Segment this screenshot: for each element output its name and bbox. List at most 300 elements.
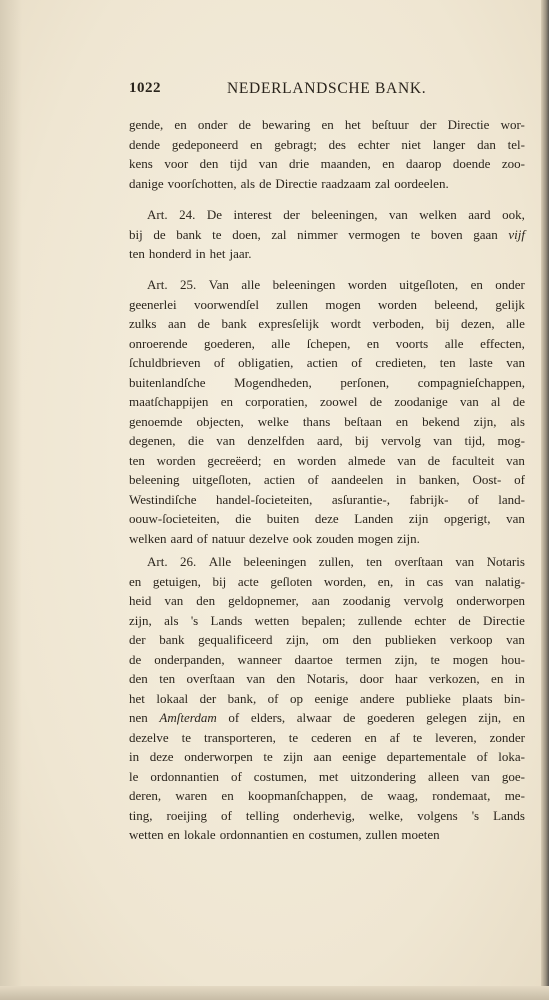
word: Notaris: [486, 554, 525, 569]
word: geſloten: [270, 573, 313, 589]
word: thans: [302, 413, 331, 429]
paragraph-continuation: [129, 115, 525, 193]
word: loka-: [498, 749, 525, 764]
word: niet: [401, 136, 421, 152]
word: en: [220, 394, 233, 409]
word: die: [187, 433, 204, 448]
word: voorwendſel: [193, 296, 259, 312]
text-line: [129, 806, 525, 826]
word: goederen,: [204, 335, 255, 351]
word: zoowel: [319, 394, 358, 409]
word: den: [276, 671, 296, 686]
text-line: [129, 225, 525, 245]
word: Mogendheden,: [234, 374, 312, 390]
word: mog-: [497, 433, 525, 448]
word: compagnieſchappen,: [417, 374, 525, 390]
word: en: [321, 117, 334, 132]
word: de: [343, 710, 356, 725]
word: daarop: [406, 156, 442, 171]
text-line: [129, 275, 525, 295]
word: te: [212, 226, 222, 242]
word: Directie: [275, 175, 318, 191]
word: des: [328, 136, 346, 152]
word: 26.: [180, 554, 197, 569]
text-line: [129, 174, 525, 194]
text-line: [129, 154, 525, 174]
word: zoodanige: [394, 394, 448, 409]
word: de: [238, 117, 251, 132]
word: actien: [306, 355, 338, 370]
word: jaar.: [229, 246, 252, 261]
word: de: [129, 651, 142, 667]
word: deze: [314, 511, 339, 526]
word: telling: [245, 807, 280, 823]
word: te: [263, 749, 273, 764]
word: publieken: [385, 632, 437, 647]
word: zal: [375, 175, 391, 191]
word: zoodanig: [342, 593, 391, 608]
word: en: [174, 117, 187, 132]
word: vervolg: [381, 433, 421, 448]
word: departementale: [386, 749, 467, 764]
word: maanden,: [320, 156, 371, 171]
word: ordonnantien: [219, 827, 289, 842]
word: beſtuur: [371, 117, 409, 132]
word: Alle: [208, 554, 232, 569]
word: doende: [452, 156, 491, 171]
page-header: [129, 80, 525, 102]
word: of: [351, 355, 363, 370]
word: den: [352, 632, 372, 647]
word: vervolg: [403, 593, 444, 608]
word: langer: [432, 136, 466, 152]
word: perſonen,: [340, 374, 390, 390]
paragraph-art-24: [129, 205, 525, 264]
word: bij: [129, 226, 143, 242]
word: aandeelen: [331, 472, 384, 487]
word: en: [292, 827, 305, 842]
word: in: [129, 749, 140, 764]
word: drie: [288, 156, 310, 171]
word: uitgeſloten,: [399, 277, 459, 292]
word: van: [454, 573, 474, 589]
word: gelegen: [426, 710, 467, 725]
word: heid: [129, 593, 152, 608]
word: van: [455, 554, 475, 569]
word: beleend,: [434, 296, 479, 312]
word: welken: [419, 207, 457, 222]
word: opgerigt,: [443, 511, 491, 526]
word: het: [344, 117, 361, 132]
word: nen: [129, 710, 148, 725]
text-line: [129, 669, 525, 689]
text-line: [129, 572, 525, 592]
word: boven: [430, 226, 463, 242]
word: wetten: [129, 827, 164, 842]
word: tijd,: [464, 433, 486, 448]
word: onderpanden,: [154, 651, 225, 667]
word: effecten,: [480, 335, 525, 351]
word: voorſchotten,: [167, 175, 237, 191]
word: deren,: [129, 788, 162, 803]
text-line: [129, 650, 525, 670]
word: dende: [129, 136, 161, 152]
word: bank: [159, 632, 185, 647]
word: 24.: [179, 207, 196, 222]
word: van: [471, 768, 490, 784]
word: vermogen: [348, 226, 401, 242]
text-line: [129, 353, 525, 373]
word: zullende: [357, 612, 403, 628]
word: kens: [129, 156, 153, 171]
word: worden: [347, 277, 387, 292]
word: Amſterdam: [159, 710, 217, 725]
text-line: [129, 509, 525, 529]
word: objecten,: [196, 413, 244, 429]
word: le: [129, 768, 139, 784]
word: tel-: [507, 136, 525, 152]
word: bij: [212, 573, 227, 589]
word: of: [476, 749, 488, 764]
word: me-: [504, 788, 525, 803]
word: geenerlei: [129, 296, 177, 312]
word: Directie: [483, 612, 525, 628]
word: genoemde: [129, 413, 183, 429]
word: costumen,: [253, 768, 307, 784]
word: zulks: [129, 316, 157, 331]
word: Notaris,: [306, 671, 349, 686]
word: dan: [477, 136, 496, 152]
text-line: [129, 431, 525, 451]
word: gecreëerd;: [207, 452, 262, 468]
word: als: [164, 612, 179, 628]
word: onder: [495, 277, 525, 292]
word: zullen: [276, 296, 309, 312]
word: van: [258, 156, 278, 171]
word: bank: [176, 226, 202, 242]
word: bij: [435, 316, 450, 331]
word: onderworpen: [184, 749, 253, 764]
word: beſtaan: [344, 413, 382, 429]
word: credieten,: [375, 355, 427, 370]
text-line: [129, 552, 525, 572]
word: en: [382, 156, 395, 171]
word: acte: [237, 573, 259, 589]
word: obligatien,: [238, 355, 294, 370]
word: alle: [271, 335, 291, 351]
word: natuur: [211, 530, 245, 546]
word: ten: [129, 452, 145, 468]
word: ten: [366, 554, 383, 569]
word: zijn,: [473, 413, 497, 429]
word: de: [512, 394, 525, 409]
word: publieke: [405, 690, 451, 706]
text-line: [129, 373, 525, 393]
word: wordt: [330, 316, 361, 331]
word: waag,: [387, 788, 419, 803]
word: voor: [164, 156, 189, 171]
word: gebragt;: [274, 136, 317, 152]
word: verkoop: [449, 632, 493, 647]
word: dezen,: [461, 316, 495, 331]
word: om: [322, 632, 340, 647]
word: honderd: [148, 246, 192, 261]
word: worden: [297, 452, 337, 468]
word: degenen,: [129, 433, 176, 448]
text-line: [129, 630, 525, 650]
text-line: [129, 529, 525, 549]
word: van: [506, 355, 525, 370]
word: cas: [426, 573, 444, 589]
word: zullen,: [318, 554, 354, 569]
word: en: [273, 452, 286, 468]
word: ook,: [502, 207, 525, 222]
word: en: [364, 729, 377, 745]
word: nimmer: [297, 226, 338, 242]
word: almede: [347, 452, 386, 468]
paragraph-art-26: [129, 552, 525, 845]
word: overſtaan: [394, 554, 443, 569]
word: land-: [498, 491, 525, 507]
word: faculteit: [451, 452, 495, 468]
word: De: [206, 207, 223, 222]
word: mogen: [357, 530, 394, 546]
word: lokale: [183, 827, 216, 842]
word: Art.: [147, 207, 168, 222]
word: en: [221, 788, 234, 803]
word: ſchepen,: [306, 335, 351, 351]
word: hou-: [501, 651, 525, 667]
word: volgens: [417, 807, 458, 823]
text-line: [129, 115, 525, 135]
word: ten: [159, 671, 176, 686]
word: oouw-ſocieteiten,: [129, 511, 220, 526]
word: interest: [233, 207, 272, 222]
word: af: [389, 729, 400, 745]
word: en: [167, 827, 180, 842]
word: der: [283, 207, 300, 222]
word: in: [195, 246, 206, 261]
word: van: [164, 593, 184, 608]
word: leveren,: [435, 729, 477, 745]
text-line: [129, 591, 525, 611]
word: de: [153, 226, 166, 242]
word: verkozen,: [428, 671, 480, 686]
text-line: [129, 689, 525, 709]
word: bij: [355, 433, 369, 448]
word: van: [216, 433, 236, 448]
page-edge: [541, 0, 549, 1000]
text-line: [129, 611, 525, 631]
word: zoo-: [501, 156, 525, 171]
word: zijn,: [129, 612, 152, 628]
word: 's: [471, 807, 480, 823]
word: het: [209, 246, 226, 261]
word: alwaar: [296, 710, 332, 725]
text-line: [129, 825, 525, 845]
word: als: [240, 175, 256, 191]
word: actien: [263, 472, 295, 487]
word: te: [410, 226, 421, 242]
word: en,: [377, 573, 394, 589]
word: en: [250, 136, 263, 152]
word: goederen: [366, 710, 415, 725]
word: de: [360, 788, 374, 803]
word: aan: [168, 316, 187, 331]
word: welke,: [368, 807, 404, 823]
word: aan: [313, 749, 332, 764]
word: uitgeſloten,: [192, 472, 252, 487]
word: en: [470, 277, 483, 292]
word: Oost-: [472, 472, 502, 487]
word: gedeponeerd: [171, 136, 239, 152]
word: van: [460, 394, 479, 409]
word: Art.: [147, 554, 168, 569]
word: als: [510, 413, 525, 429]
word: der: [199, 690, 217, 706]
word: danige: [129, 175, 164, 191]
word: vijf: [508, 226, 525, 242]
word: en: [395, 413, 409, 429]
word: gende,: [129, 117, 164, 132]
word: roeijing: [166, 807, 207, 823]
word: Landen: [354, 511, 394, 526]
word: beleeningen: [272, 277, 336, 292]
word: al: [491, 394, 501, 409]
word: costumen,: [308, 827, 362, 842]
word: dezelve: [248, 530, 289, 546]
word: 's: [190, 612, 199, 628]
word: alle: [241, 277, 261, 292]
word: wetten: [254, 612, 290, 628]
word: wor-: [500, 117, 525, 132]
word: in: [396, 472, 407, 487]
text-line: [129, 786, 525, 806]
word: of: [220, 807, 232, 823]
word: asſurantie-,: [331, 491, 390, 507]
word: rondemaat,: [432, 788, 491, 803]
word: de: [369, 394, 383, 409]
word: van: [397, 452, 417, 468]
word: transporteren,: [204, 729, 276, 745]
running-title: NEDERLANDSCHE BANK.: [227, 80, 427, 97]
word: welken: [129, 530, 167, 546]
text-line: [129, 135, 525, 155]
word: echter: [414, 612, 447, 628]
paragraph-art-25: [129, 275, 525, 548]
word: zonder: [489, 729, 525, 745]
word: de: [259, 175, 272, 191]
word: dezelve: [129, 729, 169, 745]
word: of: [267, 690, 279, 706]
word: worden: [156, 452, 196, 468]
word: het: [129, 690, 145, 706]
word: buiten: [266, 511, 300, 526]
word: waren: [175, 788, 208, 803]
word: de: [427, 452, 441, 468]
word: en: [366, 335, 380, 351]
text-line: [129, 334, 525, 354]
word: zijn,: [394, 651, 418, 667]
word: of: [196, 530, 208, 546]
word: eenige: [314, 690, 349, 706]
word: maatſchappijen: [129, 394, 209, 409]
word: banken,: [418, 472, 460, 487]
text-line: [129, 205, 525, 225]
word: oordeelen.: [394, 175, 449, 191]
word: den: [199, 156, 219, 171]
page-bottom-edge: [0, 986, 549, 1000]
word: met: [318, 768, 339, 784]
word: lokaal: [156, 690, 189, 706]
word: eenige: [342, 749, 377, 764]
text-line: [129, 244, 525, 264]
word: koopmanſchappen,: [247, 788, 347, 803]
word: zal: [271, 226, 287, 242]
word: of: [228, 710, 240, 725]
word: geldopnemer,: [228, 593, 299, 608]
word: der: [419, 117, 437, 132]
word: ten: [439, 355, 456, 370]
word: gaan: [473, 226, 498, 242]
text-line: [129, 451, 525, 471]
word: gelijk: [495, 296, 525, 312]
word: van: [506, 511, 525, 526]
word: aard: [170, 530, 193, 546]
text-line: [129, 708, 525, 728]
word: deze: [149, 749, 174, 764]
word: of: [213, 355, 225, 370]
word: goe-: [501, 768, 525, 784]
word: alle: [444, 335, 464, 351]
word: worden,: [323, 573, 367, 589]
word: te: [288, 729, 299, 745]
word: zijn.: [397, 530, 420, 546]
word: bin-: [503, 690, 525, 706]
word: op: [289, 690, 303, 706]
word: handel-ſocieteiten,: [216, 491, 313, 507]
text-line: [129, 490, 525, 510]
word: Lands: [210, 612, 243, 628]
text-line: [129, 747, 525, 767]
word: plaats: [462, 690, 493, 706]
word: zijn: [283, 749, 303, 764]
word: van: [506, 632, 525, 647]
word: alle: [506, 316, 525, 331]
word: ſchuldbrieven: [129, 355, 201, 370]
text-line: [129, 314, 525, 334]
word: aard,: [316, 433, 343, 448]
word: bepalen;: [301, 612, 346, 628]
word: door: [359, 671, 384, 686]
word: te: [181, 729, 192, 745]
word: raadzaam: [321, 175, 372, 191]
word: in: [404, 573, 416, 589]
text-line: [129, 392, 525, 412]
word: Lands: [493, 807, 525, 823]
word: bekend: [422, 413, 460, 429]
word: nalatig-: [485, 573, 525, 589]
word: elders,: [250, 710, 286, 725]
word: daartoe: [294, 651, 333, 667]
word: worden: [378, 296, 418, 312]
word: mogen: [325, 296, 361, 312]
word: en: [491, 671, 504, 686]
word: alleen: [428, 768, 460, 784]
word: buitenlandſche: [129, 374, 206, 390]
word: ting,: [129, 807, 153, 823]
word: de: [458, 612, 471, 628]
